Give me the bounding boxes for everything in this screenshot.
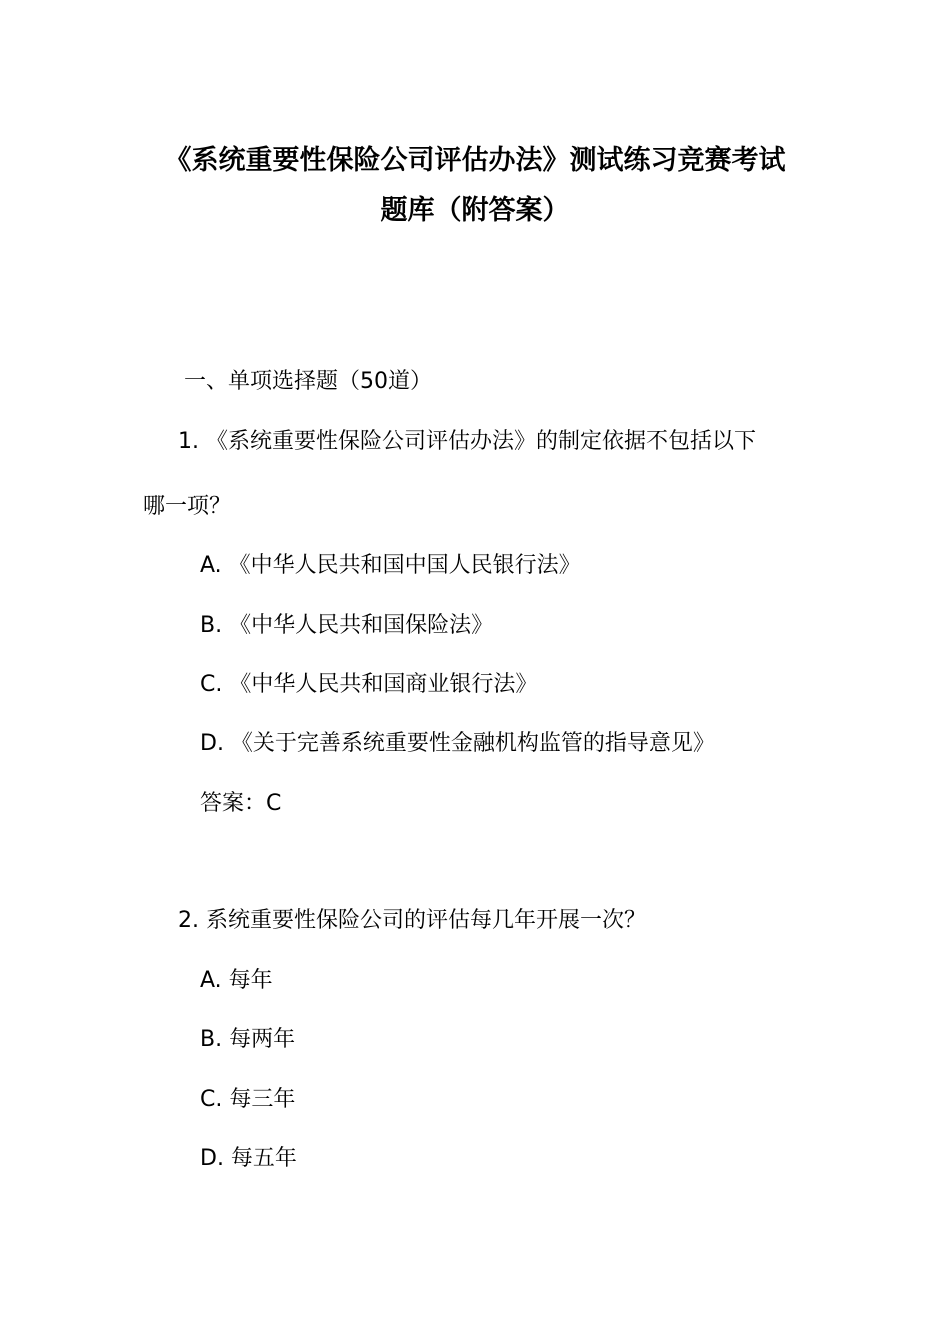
- document-title-line-2: 题库（附答案）: [380, 195, 570, 226]
- question-1-stem-line-2: 哪一项？: [143, 494, 232, 519]
- question-1-stem-line-1: 1. 《系统重要性保险公司评估办法》的制定依据不包括以下: [178, 429, 756, 454]
- document-title-line-1: 《系统重要性保险公司评估办法》测试练习竞赛考试: [164, 145, 786, 176]
- section-heading: 一、单项选择题（50道）: [184, 369, 432, 394]
- question-2-stem: 2. 系统重要性保险公司的评估每几年开展一次？: [178, 908, 646, 933]
- question-2-option-b: B. 每两年: [200, 1027, 296, 1052]
- question-2-option-d: D. 每五年: [200, 1146, 297, 1171]
- question-1-option-d: D. 《关于完善系统重要性金融机构监管的指导意见》: [200, 731, 715, 756]
- question-1-option-c: C. 《中华人民共和国商业银行法》: [200, 672, 538, 697]
- question-1-option-b: B. 《中华人民共和国保险法》: [200, 613, 494, 638]
- question-1-answer: 答案：C: [200, 791, 282, 816]
- question-2-option-a: A. 每年: [200, 968, 273, 993]
- question-2-option-c: C. 每三年: [200, 1087, 296, 1112]
- question-1-option-a: A. 《中华人民共和国中国人民银行法》: [200, 553, 581, 578]
